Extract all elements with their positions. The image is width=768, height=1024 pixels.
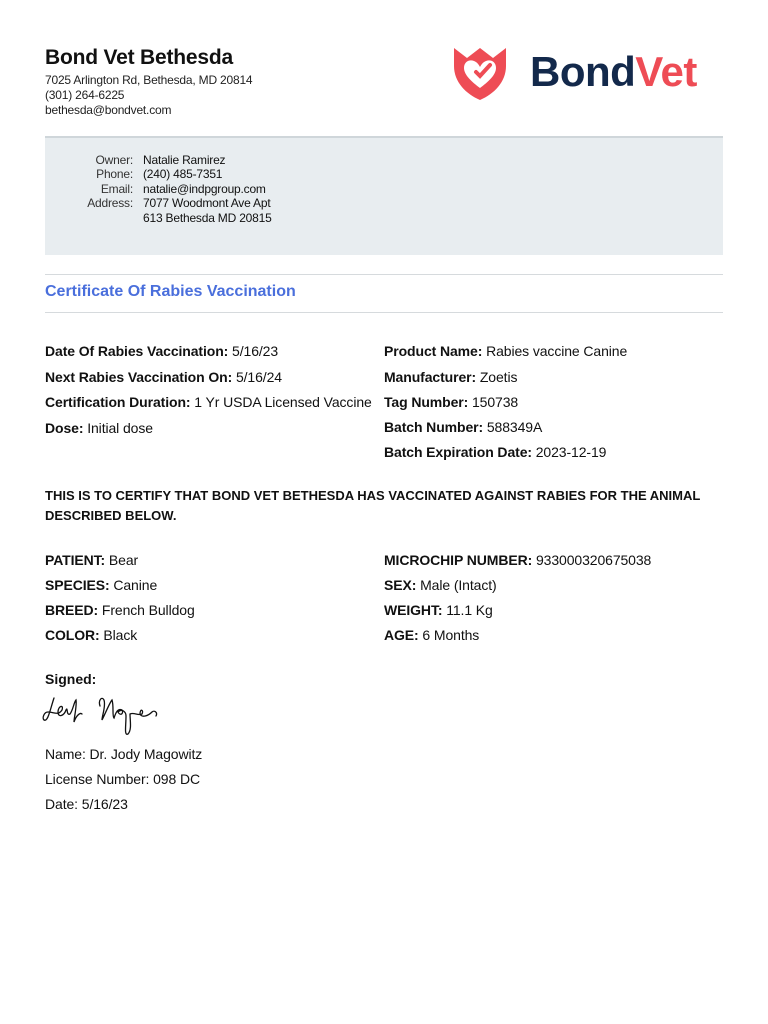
clinic-address: 7025 Arlington Rd, Bethesda, MD 20814 <box>45 73 253 87</box>
field-value: Initial dose <box>87 420 153 436</box>
field-label: Tag Number: <box>384 394 469 410</box>
certificate-title: Certificate Of Rabies Vaccination <box>45 283 296 300</box>
shield-heart-icon <box>450 44 510 102</box>
field-label: Dose: <box>45 420 84 436</box>
signer-name: Name: Dr. Jody Magowitz <box>45 746 203 762</box>
field-value: Black <box>103 627 138 643</box>
field-value: Bear <box>108 552 139 568</box>
batch-number-field <box>384 419 542 435</box>
field-value: 11.1 Kg <box>446 602 493 618</box>
field-label: Date Of Rabies Vaccination: <box>45 343 229 359</box>
logo-wordmark <box>530 48 697 96</box>
clinic-phone: (301) 264-6225 <box>45 88 125 102</box>
age-field <box>384 627 479 643</box>
color-field <box>45 627 137 643</box>
field-value: 5/16/23 <box>232 343 279 359</box>
logo-bond-text: Bond <box>530 48 636 95</box>
microchip-field <box>384 552 651 568</box>
breed-field <box>45 602 195 618</box>
field-label: BREED: <box>45 602 99 618</box>
field-label: Next Rabies Vaccination On: <box>45 369 233 385</box>
divider-top <box>45 274 723 275</box>
field-value: 5/16/24 <box>235 369 282 385</box>
phone-label: Phone: <box>96 167 133 181</box>
certification-statement: THIS IS TO CERTIFY THAT BOND VET BETHESDA HAS VACCINATED AGAINST RABIES FOR THE ANIMAL DESCRIBED BELOW. <box>45 488 701 523</box>
field-label: WEIGHT: <box>384 602 443 618</box>
vaccination-date-field <box>45 343 278 359</box>
field-value: Zoetis <box>479 369 518 385</box>
species-field <box>45 577 157 593</box>
field-value: 150738 <box>472 394 519 410</box>
certification-duration-field <box>45 394 372 410</box>
logo-vet-text: Vet <box>635 48 697 95</box>
field-label: PATIENT: <box>45 552 106 568</box>
sex-field <box>384 577 497 593</box>
field-value: French Bulldog <box>101 602 195 618</box>
owner-address: 7077 Woodmont Ave Apt 613 Bethesda MD 20815 <box>143 196 272 225</box>
owner-email: natalie@indpgroup.com <box>143 182 266 196</box>
owner-info-panel <box>45 136 723 255</box>
clinic-name: Bond Vet Bethesda <box>45 46 233 69</box>
patient-name-field <box>45 552 138 568</box>
next-vaccination-field <box>45 369 282 385</box>
owner-name: Natalie Ramirez <box>143 153 226 167</box>
field-value: Canine <box>113 577 158 593</box>
field-label: Batch Number: <box>384 419 484 435</box>
signature-image <box>40 690 165 740</box>
field-label: COLOR: <box>45 627 100 643</box>
signed-label: Signed: <box>45 671 97 687</box>
divider-bottom <box>45 312 723 313</box>
dose-field <box>45 420 153 436</box>
license-number: License Number: 098 DC <box>45 771 200 787</box>
field-label: MICROCHIP NUMBER: <box>384 552 533 568</box>
owner-label: Owner: <box>95 153 133 167</box>
product-name-field <box>384 343 627 359</box>
field-value: 933000320675038 <box>535 552 652 568</box>
field-label: Batch Expiration Date: <box>384 444 532 460</box>
owner-phone: (240) 485-7351 <box>143 167 223 181</box>
manufacturer-field <box>384 369 517 385</box>
field-value: 6 Months <box>422 627 480 643</box>
field-label: SPECIES: <box>45 577 110 593</box>
field-label: AGE: <box>384 627 419 643</box>
field-label: SEX: <box>384 577 417 593</box>
email-label: Email: <box>100 182 133 196</box>
field-value: Male (Intact) <box>420 577 497 593</box>
field-value: 588349A <box>486 419 543 435</box>
field-value: Rabies vaccine Canine <box>486 343 628 359</box>
field-label: Manufacturer: <box>384 369 477 385</box>
tag-number-field <box>384 394 518 410</box>
field-value: 2023-12-19 <box>535 444 607 460</box>
address-label: Address: <box>87 196 133 210</box>
field-label: Product Name: <box>384 343 483 359</box>
clinic-email: bethesda@bondvet.com <box>45 103 172 117</box>
batch-expiration-field <box>384 444 606 460</box>
bondvet-logo <box>450 44 730 100</box>
field-value: 1 Yr USDA Licensed Vaccine <box>194 394 372 410</box>
weight-field <box>384 602 493 618</box>
field-label: Certification Duration: <box>45 394 191 410</box>
signature-date: Date: 5/16/23 <box>45 796 128 812</box>
